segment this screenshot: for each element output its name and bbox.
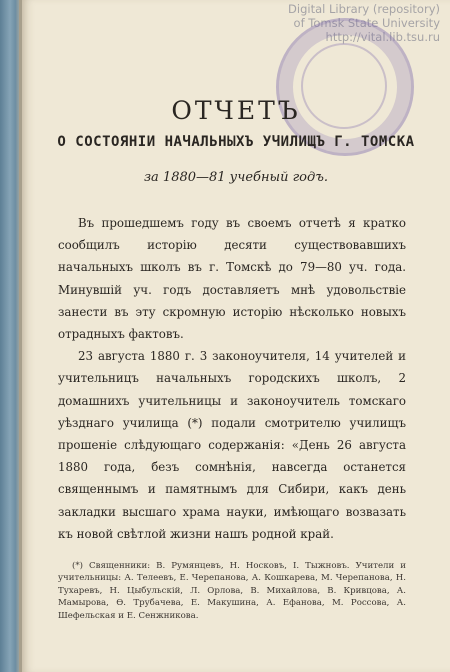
- page-title: ОТЧЕТЪ: [171, 96, 301, 125]
- paragraph: 23 августа 1880 г. 3 законоучителя, 14 учителей и учительницъ начальныхъ городскихъ школъ, 2 домашнихъ учительницы и законоучитель томскаго уѣзднаго училища (*) подали смотрителю училищъ прошеніе слѣдующаго содержанія: «День 26 августа 1880 года, безъ сомнѣнія, навсегда останется священнымъ и памятнымъ для Сибири, какъ день закладки высшаго храма науки, имѣющаго возвазать къ новой свѣтлой жизни нашъ родной край.: [58, 349, 406, 541]
- watermark-line: Digital Library (repository): [288, 2, 440, 16]
- watermark-line: of Tomsk State University: [293, 16, 440, 30]
- paragraph: Въ прошедшемъ году въ своемъ отчетѣ я кратко сообщилъ исторію десяти существовавшихъ начальныхъ школъ въ г. Томскѣ до 79—80 уч. года. Минувшій уч. годъ доставляетъ мнѣ удовольствіе занести въ эту скромную исторію нѣсколько новыхъ отрадныхъ фактовъ.: [58, 216, 406, 342]
- book-spine-edge: [0, 0, 22, 672]
- footnote: [58, 560, 406, 622]
- academic-year-line: за 1880—81 учебный годъ.: [143, 170, 329, 185]
- watermark-line: http://vital.lib.tsu.ru: [325, 30, 440, 44]
- footnote-text: (*) Священники: В. Румянцевъ, Н. Носковъ, І. Тыжновъ. Учители и учительницы: А. Телеевъ, Е. Черепанова, А. Кошкарева, М. Черепанова, Н. Тухаревъ, Н. Цыбульскій, Л. Орлова, В. Михайлова, В. Кривцова, А. Мамырова, Ө. Трубачева, Е. Макушина, А. Ефанова, М. Россова, А. Шефельская и Е. Сенжникова.: [58, 561, 406, 621]
- page-subtitle: О СОСТОЯНІИ НАЧАЛЬНЫХЪ УЧИЛИЩЪ Г. ТОМСКА: [57, 134, 415, 150]
- body-text: [58, 212, 406, 545]
